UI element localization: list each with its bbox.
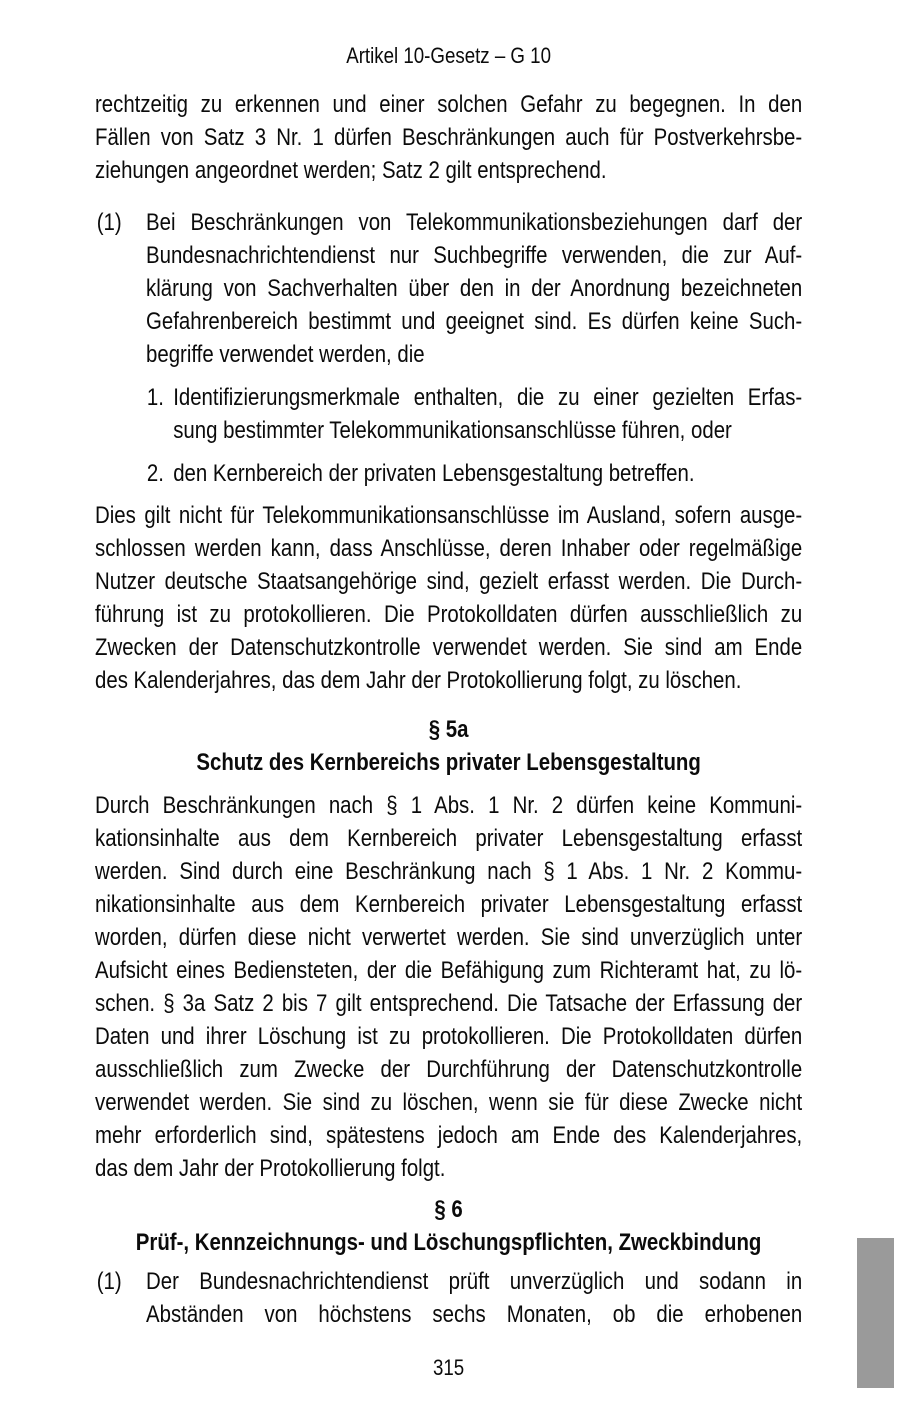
text-line: führung ist zu protokollieren. Die Protokolldaten dürfen ausschließlich zu	[95, 601, 803, 628]
paragraph-number: (1)	[96, 1268, 122, 1295]
text-line: Durch Beschränkungen nach § 1 Abs. 1 Nr. 2 dürfen keine Kommuni-	[95, 792, 803, 819]
text-line: Daten und ihrer Löschung ist zu protokollieren. Die Protokolldaten dürfen	[95, 1023, 803, 1050]
heading-line: Schutz des Kernbereichs privater Lebensgestaltung	[196, 749, 701, 776]
list-number: 1.	[146, 384, 164, 411]
list-item	[146, 457, 802, 490]
text-line: begriffe verwendet werden, die	[146, 341, 425, 368]
text-line: Abständen von höchstens sechs Monaten, ob die erhobenen	[146, 1301, 803, 1328]
text-line: ausschließlich zum Zwecke der Durchführung der Datenschutzkontrolle	[95, 1056, 803, 1083]
text-line: das dem Jahr der Protokollierung folgt.	[95, 1155, 446, 1182]
paragraph-number: (1)	[96, 209, 122, 236]
text-line: Der Bundesnachrichtendienst prüft unverzüglich und sodann in	[146, 1268, 803, 1295]
text-line: Bei Beschränkungen von Telekommunikationsbeziehungen darf der	[146, 209, 803, 236]
text-line: Fällen von Satz 3 Nr. 1 dürfen Beschränkungen auch für Postverkehrsbe-	[95, 124, 803, 151]
text-line: des Kalenderjahres, das dem Jahr der Protokollierung folgt, zu löschen.	[95, 667, 742, 694]
text-line: mehr erforderlich sind, spätestens jedoch am Ende des Kalenderjahres,	[95, 1122, 803, 1149]
text-line: sung bestimmter Telekommunikationsanschlüsse führen, oder	[173, 417, 732, 444]
page-number: 315	[432, 1355, 465, 1380]
paragraph	[95, 499, 802, 697]
text-line: kationsinhalte aus dem Kernbereich privater Lebensgestaltung erfasst	[95, 825, 803, 852]
heading-line: § 6	[434, 1196, 463, 1223]
text-line: klärung von Sachverhalten über den in der Anordnung bezeichneten	[146, 275, 803, 302]
text-line: Dies gilt nicht für Telekommunikationsanschlüsse im Ausland, sofern ausge-	[95, 502, 803, 529]
text-line: werden. Sind durch eine Beschränkung nach § 1 Abs. 1 Nr. 2 Kommu-	[95, 858, 803, 885]
numbered-paragraph	[96, 206, 803, 371]
document-body	[95, 88, 802, 1331]
text-line: Aufsicht eines Bediensteten, der die Befähigung zum Richteramt hat, zu lö-	[95, 957, 803, 984]
text-line: ziehungen angeordnet werden; Satz 2 gilt entsprechend.	[95, 157, 607, 184]
section-heading	[95, 1193, 802, 1259]
edge-index-tab	[857, 1238, 894, 1388]
text-line: Gefahrenbereich bestimmt und geeignet sind. Es dürfen keine Such-	[146, 308, 803, 335]
text-line: schen. § 3a Satz 2 bis 7 gilt entsprechend. Die Tatsache der Erfassung der	[95, 990, 803, 1017]
text-line: Bundesnachrichtendienst nur Suchbegriffe verwenden, die zur Auf-	[146, 242, 803, 269]
text-line: nikationsinhalte aus dem Kernbereich privater Lebensgestaltung erfasst	[95, 891, 803, 918]
running-header: Artikel 10-Gesetz – G 10	[346, 43, 551, 68]
text-line: verwendet werden. Sie sind zu löschen, wenn sie für diese Zwecke nicht	[95, 1089, 803, 1116]
text-line: Nutzer deutsche Staatsangehörige sind, gezielt erfasst werden. Die Durch-	[95, 568, 803, 595]
text-line: worden, dürfen diese nicht verwertet werden. Sie sind unverzüglich unter	[95, 924, 803, 951]
heading-line: Prüf-, Kennzeichnungs- und Löschungspflichten, Zweckbindung	[135, 1229, 762, 1256]
paragraph	[95, 789, 802, 1185]
text-line: den Kernbereich der privaten Lebensgestaltung betreffen.	[173, 460, 695, 487]
heading-line: § 5a	[428, 716, 469, 743]
text-line: Zwecken der Datenschutzkontrolle verwendet werden. Sie sind am Ende	[95, 634, 803, 661]
text-line: rechtzeitig zu erkennen und einer solchen Gefahr zu begegnen. In den	[95, 91, 803, 118]
paragraph	[95, 88, 802, 187]
section-heading	[95, 713, 802, 779]
text-line: schlossen werden kann, dass Anschlüsse, deren Inhaber oder regelmäßige	[95, 535, 803, 562]
list-item	[146, 381, 803, 447]
numbered-paragraph	[96, 1265, 803, 1331]
list-number: 2.	[146, 460, 164, 487]
text-line: Identifizierungsmerkmale enthalten, die zu einer gezielten Erfas-	[173, 384, 803, 411]
page-content	[95, 0, 802, 1379]
